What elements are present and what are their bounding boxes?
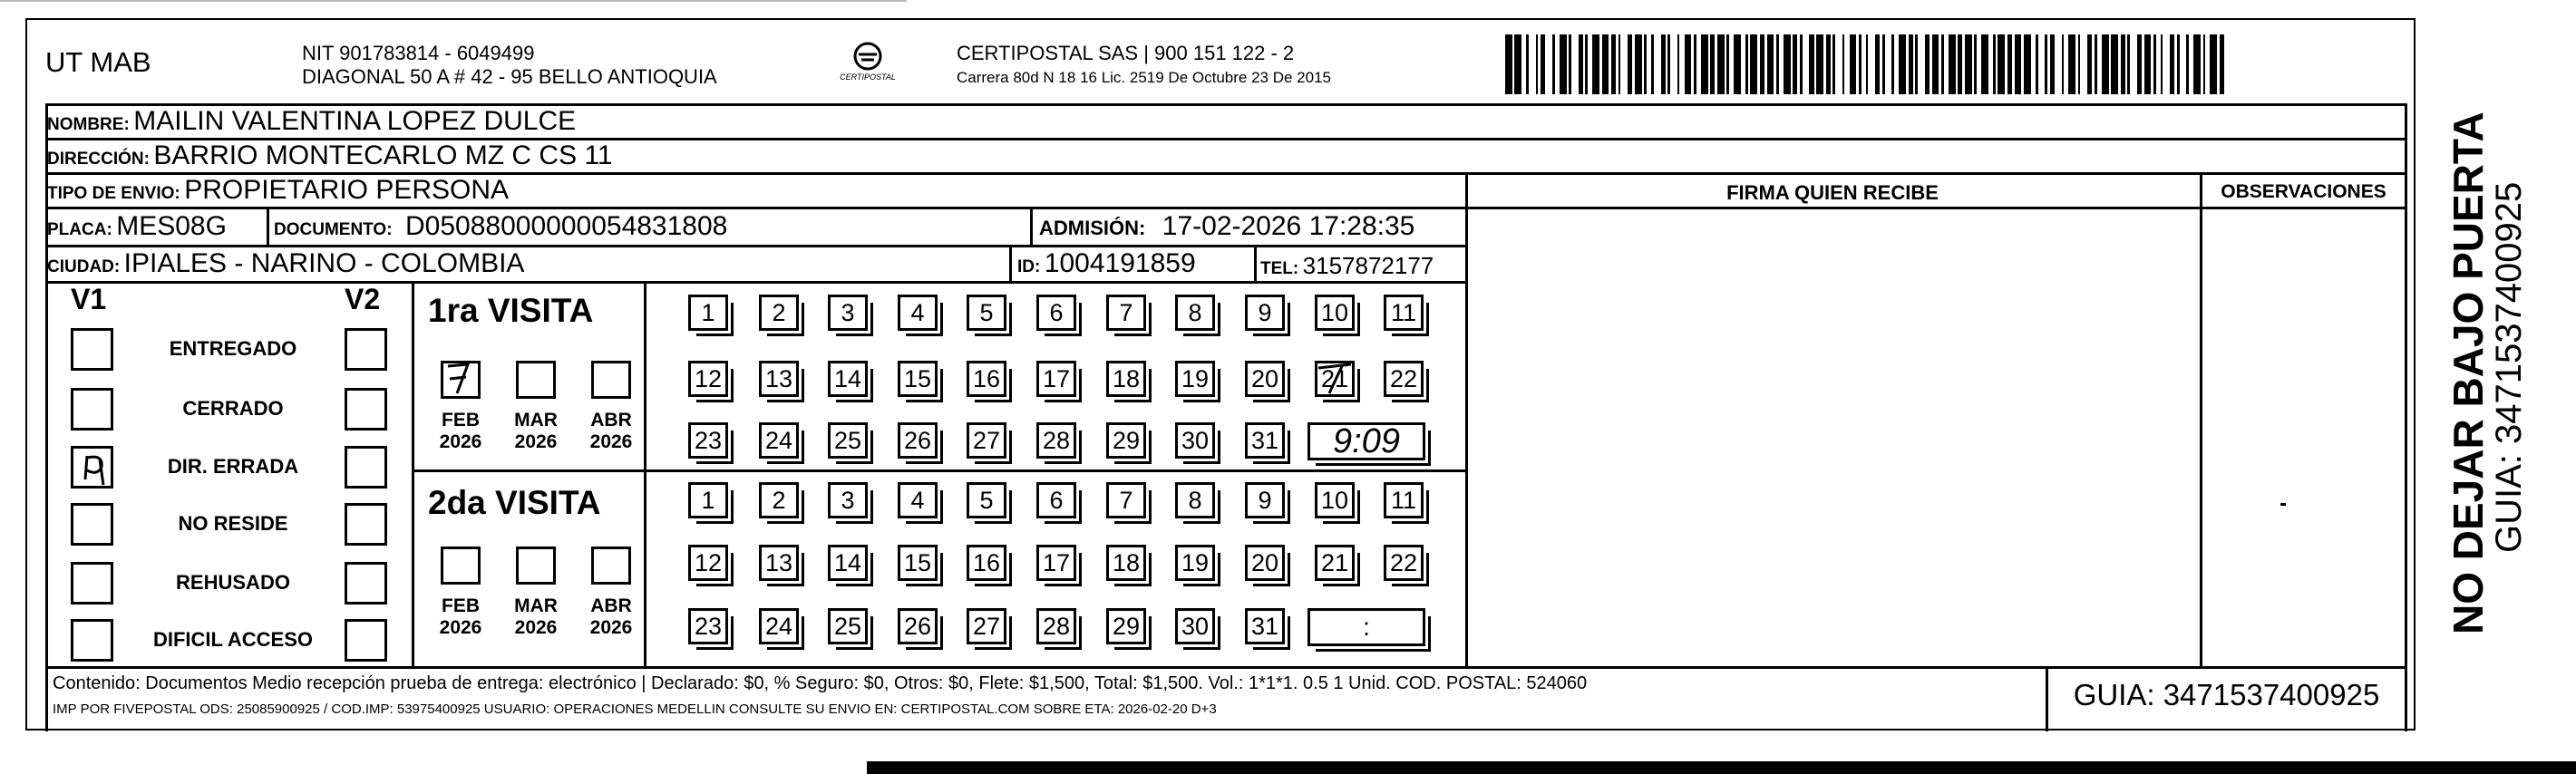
day-box-first[interactable]: 8 (1175, 295, 1215, 331)
barcode-bar (1899, 34, 1906, 94)
barcode-bar (1793, 34, 1797, 94)
barcode-bar (1592, 34, 1599, 94)
day-box-first[interactable]: 18 (1106, 361, 1146, 397)
barcode-bar (1800, 34, 1803, 94)
tel-label: TEL: (1260, 259, 1299, 278)
barcode-bar (1677, 34, 1680, 94)
barcode-bar (2220, 34, 2224, 94)
day-box-second[interactable]: 20 (1245, 545, 1285, 581)
day-box-second[interactable]: 19 (1175, 545, 1215, 581)
day-box-first[interactable]: 29 (1106, 422, 1146, 459)
day-box-second[interactable]: 18 (1106, 545, 1146, 581)
rule (1465, 172, 1468, 667)
barcode-bar (2062, 34, 2065, 94)
barcode (1505, 34, 2226, 94)
barcode-bar (1651, 34, 1654, 94)
day-box-second[interactable]: 24 (759, 608, 799, 644)
id-label: ID: (1017, 257, 1041, 276)
status-label: NO RESIDE (178, 512, 288, 535)
v1-checkbox[interactable] (71, 619, 113, 662)
barcode-bar (1661, 34, 1666, 94)
barcode-bar (1949, 34, 1956, 94)
month-checkbox-first[interactable] (516, 361, 556, 399)
day-box-second[interactable]: 16 (967, 545, 1006, 581)
day-box-first[interactable]: 24 (759, 422, 799, 459)
barcode-bar (1767, 34, 1774, 94)
barcode-bar (1667, 34, 1670, 94)
tipo-value: PROPIETARIO PERSONA (184, 175, 510, 205)
rule (45, 666, 2407, 669)
tipo-label: TIPO DE ENVIO: (47, 184, 180, 203)
barcode-bar (1514, 34, 1521, 94)
certipostal-logo (836, 38, 899, 92)
barcode-bar (1701, 34, 1708, 94)
day-box-first[interactable]: 12 (688, 361, 728, 397)
barcode-bar (1579, 34, 1583, 94)
day-box-first[interactable]: 17 (1036, 361, 1076, 397)
barcode-bar (2177, 34, 2180, 94)
month-name: FEB (442, 410, 480, 431)
firma-header: FIRMA QUIEN RECIBE (1726, 181, 1939, 204)
side-guia: GUIA: 3471537400925 (2489, 181, 2529, 553)
admision-label: ADMISIÓN: (1039, 217, 1146, 239)
status-label: ENTREGADO (169, 337, 297, 360)
barcode-bar (2007, 34, 2012, 94)
logo-icon (836, 38, 899, 92)
barcode-bar (1685, 34, 1692, 94)
barcode-bar (1760, 34, 1764, 94)
day-box-second[interactable]: 5 (967, 482, 1006, 518)
second-visit-title: 2da VISITA (428, 484, 601, 521)
tipo-row (47, 175, 509, 210)
day-box-first[interactable]: 7 (1106, 295, 1146, 331)
v1-checkbox[interactable] (71, 503, 113, 546)
mark-dot (2280, 503, 2286, 506)
day-box-second[interactable]: 22 (1384, 545, 1424, 581)
day-box-second[interactable]: 25 (828, 608, 868, 644)
bottom-shadow (867, 761, 2576, 774)
day-box-second[interactable]: 1 (688, 482, 728, 518)
day-box-first[interactable]: 26 (898, 422, 938, 459)
v2-checkbox[interactable] (345, 503, 387, 546)
barcode-bar (2193, 34, 2201, 94)
barcode-bar (1635, 34, 1642, 94)
barcode-bar (1866, 34, 1869, 94)
barcode-bar (2121, 34, 2125, 94)
rule (1030, 207, 1033, 245)
day-box-first[interactable]: 10 (1315, 295, 1355, 331)
v2-checkbox[interactable] (345, 619, 387, 662)
rule (644, 281, 646, 667)
barcode-bar (1891, 34, 1894, 94)
day-box-first[interactable]: 22 (1384, 361, 1424, 397)
admision-value: 17-02-2026 17:28:35 (1162, 211, 1415, 241)
month-name: MAR (514, 595, 558, 616)
day-box-first[interactable]: 16 (967, 361, 1006, 397)
day-box-first[interactable]: 25 (828, 422, 868, 459)
time-box-first (1307, 422, 1425, 460)
time-box-second (1307, 608, 1425, 646)
month-label (429, 595, 492, 639)
barcode-bar (2045, 34, 2047, 94)
barcode-bar (1784, 34, 1791, 94)
rule (1465, 207, 2406, 209)
barcode-bar (1909, 34, 1913, 94)
day-box-second[interactable]: 11 (1384, 482, 1424, 518)
month-checkbox-second[interactable] (516, 547, 556, 585)
day-box-second[interactable]: 29 (1106, 608, 1146, 644)
barcode-bar (1541, 34, 1545, 94)
day-box-first[interactable]: 6 (1036, 295, 1076, 331)
barcode-bar (1993, 34, 1996, 94)
company-name: UT MAB (45, 46, 151, 78)
barcode-bar (2036, 34, 2038, 94)
admision-row (1039, 211, 1414, 247)
day-box-second[interactable]: 30 (1175, 608, 1215, 644)
nombre-label: NOMBRE: (47, 115, 130, 134)
day-box-second[interactable]: 12 (688, 545, 728, 581)
day-box-first[interactable]: 3 (828, 295, 868, 331)
placa-label: PLACA: (47, 220, 112, 239)
placa-value: MES08G (116, 211, 227, 241)
v2-checkbox[interactable] (345, 328, 387, 371)
day-box-first[interactable]: 28 (1036, 422, 1076, 459)
barcode-bar (1734, 34, 1741, 94)
barcode-bar (2137, 34, 2142, 94)
month-year: 2026 (514, 431, 558, 452)
barcode-bar (2015, 34, 2022, 94)
barcode-bar (1505, 34, 1512, 94)
barcode-bar (1882, 34, 1885, 94)
side-no-dejar: NO DEJAR BAJO PUERTA (2445, 111, 2492, 634)
footer-imp: IMP POR FIVEPOSTAL ODS: 25085900925 / COD.IMP: 53975400925 USUARIO: OPERACIONES MEDELLIN CONSULTE SU ENVIO EN: CERTIPOSTAL.COM SOBRE ETA: 2026-02-20 D+3 (53, 701, 1217, 717)
barcode-bar (1776, 34, 1779, 94)
v1-checkbox[interactable] (71, 562, 113, 605)
day-box-second[interactable]: 15 (898, 545, 938, 581)
month-name: FEB (442, 595, 480, 616)
documento-label: DOCUMENTO: (274, 220, 393, 239)
day-box-second[interactable]: 14 (828, 545, 868, 581)
day-box-first[interactable]: 13 (759, 361, 799, 397)
month-year: 2026 (439, 617, 482, 638)
day-box-second[interactable]: 2 (759, 482, 799, 518)
barcode-bar (1932, 34, 1939, 94)
day-box-second[interactable]: 7 (1106, 482, 1146, 518)
day-box-second[interactable]: 8 (1175, 482, 1215, 518)
v1-checkbox[interactable] (71, 388, 113, 431)
day-box-first[interactable]: 2 (759, 295, 799, 331)
day-box-second[interactable]: 6 (1036, 482, 1076, 518)
month-checkbox-second[interactable] (591, 547, 631, 585)
handwritten-mark-icon (73, 449, 115, 491)
barcode-bar (1941, 34, 1944, 94)
day-box-second[interactable]: 27 (967, 608, 1006, 644)
tel-value: 3157872177 (1302, 252, 1434, 279)
barcode-bar (1816, 34, 1823, 94)
status-label: REHUSADO (176, 571, 290, 594)
barcode-bar (1552, 34, 1555, 94)
v1-label: V1 (71, 283, 107, 315)
certipostal-text: CERTIPOSTAL SAS | 900 151 122 - 2 (957, 42, 1295, 64)
barcode-bar (1628, 34, 1632, 94)
tel-row (1260, 250, 1434, 285)
day-box-second[interactable]: 10 (1315, 482, 1355, 518)
day-box-first[interactable]: 11 (1384, 295, 1424, 331)
barcode-bar (2068, 34, 2075, 94)
day-box-first[interactable]: 9 (1245, 295, 1285, 331)
v2-checkbox[interactable] (345, 388, 387, 431)
first-visit-title: 1ra VISITA (428, 292, 594, 329)
barcode-bar (1726, 34, 1729, 94)
barcode-bar (1826, 34, 1831, 94)
footer-contenido: Contenido: Documentos Medio recepción prueba de entrega: electrónico | Declarado: $0, % Seguro: $0, Otros: $0, Flete: $1,500, Total: $1,500. Vol.: 1*1*1. 0.5 1 Unid. COD. POSTAL: 524060 (53, 673, 1588, 693)
barcode-bar (1611, 34, 1616, 94)
barcode-bar (1585, 34, 1588, 94)
ciudad-row (47, 248, 524, 284)
month-checkbox-first[interactable] (591, 361, 631, 399)
barcode-bar (1694, 34, 1696, 94)
barcode-bar (1619, 34, 1621, 94)
ciudad-label: CIUDAD: (47, 257, 121, 276)
barcode-bar (2078, 34, 2081, 94)
barcode-bar (1536, 34, 1539, 94)
id-row (1017, 248, 1196, 284)
day-box-first[interactable]: 27 (967, 422, 1006, 459)
nit-text: NIT 901783814 - 6049499 (302, 42, 535, 64)
license-text: Carrera 80d N 18 16 Lic. 2519 De Octubre 23 De 2015 (957, 69, 1331, 86)
day-box-first[interactable]: 19 (1175, 361, 1215, 397)
rule (267, 207, 269, 245)
footer-guia: GUIA: 3471537400925 (2073, 678, 2380, 711)
status-label: DIFICIL ACCESO (152, 628, 313, 651)
barcode-bar (1710, 34, 1715, 94)
barcode-bar (2161, 34, 2163, 94)
month-year: 2026 (514, 617, 558, 638)
handwritten-mark-icon (1315, 361, 1355, 397)
day-box-second[interactable]: 17 (1036, 545, 1076, 581)
logo-text: CERTIPOSTAL (840, 73, 896, 82)
barcode-bar (2210, 34, 2217, 94)
day-box-second[interactable]: 9 (1245, 482, 1285, 518)
id-value: 1004191859 (1044, 248, 1196, 278)
barcode-bar (1958, 34, 1962, 94)
month-checkbox-second[interactable] (441, 547, 481, 585)
barcode-bar (1981, 34, 1988, 94)
month-year: 2026 (589, 431, 633, 452)
month-name: ABR (590, 595, 632, 616)
time-first-value: 9:09 (1333, 422, 1400, 460)
day-box-first[interactable]: 31 (1245, 422, 1285, 459)
barcode-bar (2024, 34, 2031, 94)
v2-checkbox[interactable] (345, 446, 387, 489)
day-box-second[interactable]: 13 (759, 545, 799, 581)
barcode-bar (2127, 34, 2130, 94)
month-label (504, 595, 568, 639)
barcode-bar (1745, 34, 1748, 94)
month-label (579, 595, 643, 639)
rule (1254, 245, 1257, 281)
rule (1009, 245, 1012, 281)
barcode-bar (2203, 34, 2206, 94)
barcode-bar (1859, 34, 1862, 94)
month-label (429, 410, 492, 453)
month-name: MAR (514, 410, 558, 431)
day-box-second[interactable]: 26 (898, 608, 938, 644)
barcode-bar (1875, 34, 1880, 94)
month-label (504, 410, 568, 453)
barcode-bar (2102, 34, 2109, 94)
barcode-bar (2111, 34, 2118, 94)
barcode-bar (2186, 34, 2189, 94)
documento-row (274, 211, 727, 247)
barcode-bar (1915, 34, 1918, 94)
rule (2200, 172, 2202, 667)
day-box-second[interactable]: 4 (898, 482, 938, 518)
handwritten-mark-icon (439, 361, 479, 399)
barcode-bar (2087, 34, 2092, 94)
observaciones-header: OBSERVACIONES (2221, 181, 2386, 202)
nombre-value: MAILIN VALENTINA LOPEZ DULCE (133, 106, 577, 136)
barcode-bar (1974, 34, 1977, 94)
day-box-second[interactable]: 23 (688, 608, 728, 644)
day-box-second[interactable]: 21 (1315, 545, 1355, 581)
barcode-bar (2050, 34, 2055, 94)
barcode-bar (1644, 34, 1647, 94)
barcode-bar (1809, 34, 1813, 94)
rule (412, 469, 1465, 472)
month-name: ABR (590, 410, 632, 431)
barcode-bar (2095, 34, 2097, 94)
barcode-bar (2153, 34, 2156, 94)
barcode-bar (1842, 34, 1845, 94)
status-label: DIR. ERRADA (167, 455, 299, 478)
ciudad-value: IPIALES - NARINO - COLOMBIA (123, 248, 525, 278)
company-address: DIAGONAL 50 A # 42 - 95 BELLO ANTIOQUIA (302, 65, 717, 88)
barcode-bar (1750, 34, 1757, 94)
month-label (579, 410, 643, 453)
barcode-bar (1717, 34, 1725, 94)
direccion-label: DIRECCIÓN: (47, 150, 150, 169)
barcode-bar (1832, 34, 1835, 94)
handwritten-day21-mark (1315, 361, 1355, 397)
day-box-first[interactable]: 21 (1315, 361, 1355, 397)
documento-value: D05088000000054831808 (405, 211, 728, 241)
barcode-bar (1526, 34, 1529, 94)
barcode-bar (1602, 34, 1609, 94)
month-year: 2026 (439, 431, 482, 452)
placa-row (47, 211, 227, 247)
v2-checkbox[interactable] (345, 562, 387, 605)
day-box-first[interactable]: 5 (967, 295, 1006, 331)
barcode-bar (1560, 34, 1567, 94)
day-box-first[interactable]: 20 (1245, 361, 1285, 397)
month-year: 2026 (589, 617, 633, 638)
status-label: CERRADO (182, 397, 284, 420)
day-box-second[interactable]: 31 (1245, 608, 1285, 644)
barcode-bar (1965, 34, 1972, 94)
barcode-bar (2170, 34, 2174, 94)
day-box-first[interactable]: 1 (688, 295, 728, 331)
direccion-value: BARRIO MONTECARLO MZ C CS 11 (153, 140, 613, 170)
rule (412, 281, 414, 667)
day-box-first[interactable]: 30 (1175, 422, 1215, 459)
nombre-row (47, 106, 576, 141)
barcode-bar (1998, 34, 2005, 94)
v2-label: V2 (345, 283, 381, 315)
handwritten-feb-mark (439, 361, 479, 399)
barcode-bar (1850, 34, 1857, 94)
direccion-row (47, 140, 613, 176)
day-box-first[interactable]: 23 (688, 422, 728, 459)
day-box-second[interactable]: 3 (828, 482, 868, 518)
day-box-first[interactable]: 4 (898, 295, 938, 331)
rule (2405, 103, 2407, 731)
top-rule (0, 0, 907, 2)
barcode-bar (1925, 34, 1930, 94)
handwritten-dir-errada-mark (73, 449, 115, 491)
barcode-bar (2144, 34, 2152, 94)
day-box-first[interactable]: 15 (898, 361, 938, 397)
barcode-bar (1569, 34, 1571, 94)
time-second-value: : (1363, 613, 1370, 641)
day-box-first[interactable]: 14 (828, 361, 868, 397)
v1-checkbox[interactable] (71, 328, 113, 371)
day-box-second[interactable]: 28 (1036, 608, 1076, 644)
